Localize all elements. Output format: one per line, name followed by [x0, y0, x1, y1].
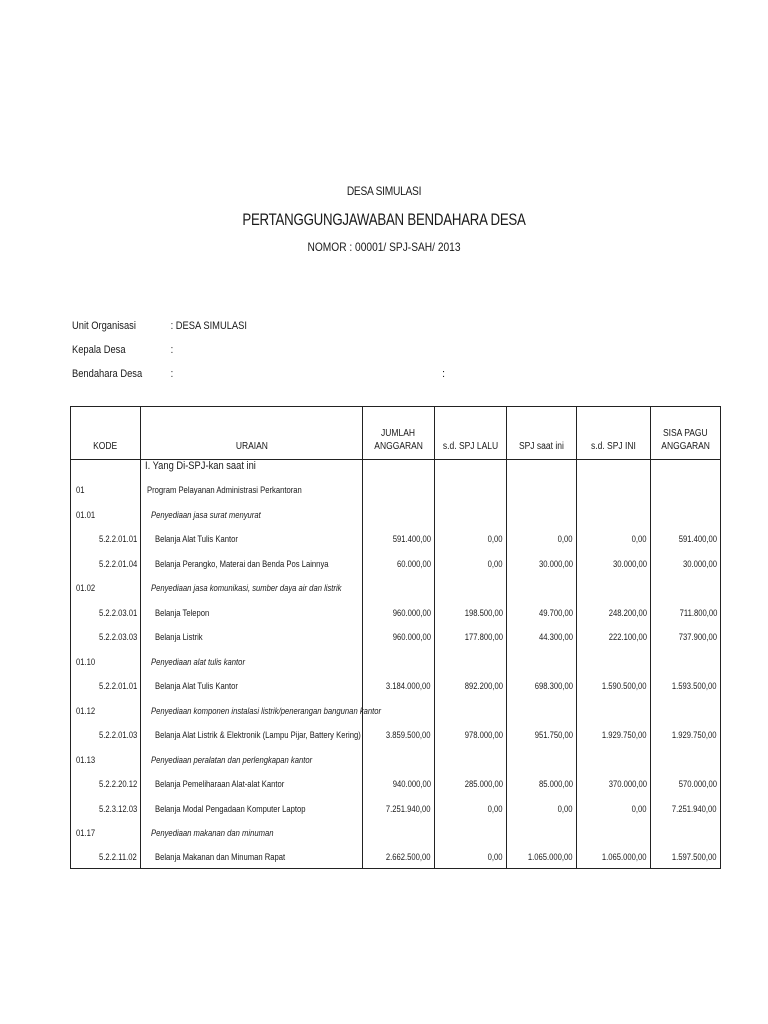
cell-sisa-pagu: 737.900,00 [651, 625, 721, 650]
cell-sd-spj-lalu: 0,00 [435, 527, 507, 552]
cell-sisa-pagu [651, 821, 721, 846]
table-row [71, 503, 721, 528]
cell-kode: 01.13 [71, 748, 141, 773]
cell-sisa-pagu: 30.000,00 [651, 552, 721, 577]
cell-jumlah-anggaran: 960.000,00 [363, 625, 435, 650]
cell-kode: 5.2.2.01.01 [71, 674, 141, 699]
col-kode-header: KODE [71, 407, 141, 460]
cell-sisa-pagu: 570.000,00 [651, 772, 721, 797]
cell-spj-saat-ini: 951.750,00 [507, 723, 577, 748]
document-title: PERTANGGUNGJAWABAN BENDAHARA DESA [242, 210, 526, 229]
cell-sd-spj-lalu: 0,00 [435, 552, 507, 577]
cell-kode: 01.17 [71, 821, 141, 846]
table-row [71, 576, 721, 601]
cell-sd-spj-lalu [435, 503, 507, 528]
table-row [71, 650, 721, 675]
cell-spj-saat-ini [507, 503, 577, 528]
cell-uraian: Belanja Alat Tulis Kantor [141, 527, 363, 552]
table-row [71, 797, 721, 822]
col-jumlah-header: JUMLAH ANGGARAN [363, 407, 435, 460]
table-row [71, 846, 721, 869]
cell-uraian: Penyediaan alat tulis kantor [141, 650, 363, 675]
cell-sisa-pagu: 1.597.500,00 [651, 846, 721, 869]
cell-sd-spj-ini: 1.929.750,00 [577, 723, 651, 748]
cell-sd-spj-lalu [435, 821, 507, 846]
col-sd-lalu-header: s.d. SPJ LALU [435, 407, 507, 460]
cell-kode: 01.12 [71, 699, 141, 724]
cell-kode: 01.02 [71, 576, 141, 601]
cell-sd-spj-lalu [435, 650, 507, 675]
table-row [71, 601, 721, 626]
info-label: Bendahara Desa [72, 368, 143, 380]
cell-jumlah-anggaran [363, 503, 435, 528]
cell-sisa-pagu [651, 503, 721, 528]
cell-jumlah-anggaran: 60.000,00 [363, 552, 435, 577]
cell-spj-saat-ini [507, 821, 577, 846]
table-row [71, 821, 721, 846]
cell-spj-saat-ini [507, 650, 577, 675]
cell-sd-spj-lalu: 0,00 [435, 846, 507, 869]
cell-spj-saat-ini [507, 699, 577, 724]
cell-jumlah-anggaran [363, 748, 435, 773]
cell-sd-spj-ini: 248.200,00 [577, 601, 651, 626]
cell-jumlah-anggaran [363, 576, 435, 601]
cell-jumlah-anggaran: 960.000,00 [363, 601, 435, 626]
cell-sisa-pagu: 1.929.750,00 [651, 723, 721, 748]
cell-spj-saat-ini: 30.000,00 [507, 552, 577, 577]
cell-sd-spj-ini: 370.000,00 [577, 772, 651, 797]
cell-spj-saat-ini: 1.065.000,00 [507, 846, 577, 869]
cell-uraian: Belanja Alat Listrik & Elektronik (Lampu Pijar, Battery Kering) [141, 723, 363, 748]
spj-table [70, 406, 721, 869]
cell-spj-saat-ini: 44.300,00 [507, 625, 577, 650]
cell-spj-saat-ini [507, 748, 577, 773]
cell-sisa-pagu [651, 478, 721, 503]
cell-sd-spj-lalu: 285.000,00 [435, 772, 507, 797]
cell-sisa-pagu [651, 699, 721, 724]
info-extra-colon: : [442, 368, 446, 380]
cell-kode: 5.2.2.20.12 [71, 772, 141, 797]
table-row [71, 674, 721, 699]
cell-sisa-pagu: 711.800,00 [651, 601, 721, 626]
cell-kode: 01.10 [71, 650, 141, 675]
cell-spj-saat-ini: 85.000,00 [507, 772, 577, 797]
cell-kode: 5.2.2.11.02 [71, 846, 141, 869]
info-value: : [170, 368, 174, 380]
cell-sd-spj-lalu: 892.200,00 [435, 674, 507, 699]
cell-sisa-pagu: 591.400,00 [651, 527, 721, 552]
col-sd-ini-header: s.d. SPJ INI [577, 407, 651, 460]
table-row [71, 625, 721, 650]
info-kepala-desa [72, 344, 173, 356]
cell-uraian: Penyediaan makanan dan minuman [141, 821, 363, 846]
col-uraian-header: URAIAN [141, 407, 363, 460]
cell-uraian: Belanja Modal Pengadaan Komputer Laptop [141, 797, 363, 822]
cell-spj-saat-ini: 698.300,00 [507, 674, 577, 699]
cell-sisa-pagu: 7.251.940,00 [651, 797, 721, 822]
cell-sd-spj-lalu [435, 478, 507, 503]
cell-uraian: Penyediaan jasa komunikasi, sumber daya air dan listrik [141, 576, 363, 601]
section-row [71, 460, 721, 479]
cell-uraian: Belanja Pemeliharaan Alat-alat Kantor [141, 772, 363, 797]
cell-kode: 5.2.3.12.03 [71, 797, 141, 822]
cell-jumlah-anggaran: 591.400,00 [363, 527, 435, 552]
cell-sd-spj-ini: 0,00 [577, 797, 651, 822]
cell-sd-spj-ini [577, 748, 651, 773]
cell-kode: 5.2.2.01.03 [71, 723, 141, 748]
table-row [71, 723, 721, 748]
cell-kode: 5.2.2.03.03 [71, 625, 141, 650]
section-title: I. Yang Di-SPJ-kan saat ini [141, 460, 363, 479]
col-sisa-header: SISA PAGU ANGGARAN [651, 407, 721, 460]
document-number: NOMOR : 00001/ SPJ-SAH/ 2013 [307, 240, 461, 254]
table-row [71, 527, 721, 552]
cell-sd-spj-lalu: 0,00 [435, 797, 507, 822]
cell-uraian: Program Pelayanan Administrasi Perkantoran [141, 478, 363, 503]
cell-sd-spj-lalu [435, 576, 507, 601]
cell-kode: 5.2.2.01.01 [71, 527, 141, 552]
cell-uraian: Belanja Telepon [141, 601, 363, 626]
info-value: : DESA SIMULASI [170, 320, 247, 332]
table-row [71, 699, 721, 724]
table-header-row [71, 407, 721, 460]
cell-sd-spj-ini: 1.590.500,00 [577, 674, 651, 699]
cell-sd-spj-ini [577, 821, 651, 846]
cell-jumlah-anggaran: 940.000,00 [363, 772, 435, 797]
cell-sd-spj-lalu [435, 748, 507, 773]
cell-spj-saat-ini: 49.700,00 [507, 601, 577, 626]
cell-sd-spj-ini [577, 503, 651, 528]
cell-sisa-pagu [651, 748, 721, 773]
organization-name: DESA SIMULASI [346, 184, 422, 198]
info-unit-organisasi [72, 320, 247, 332]
cell-jumlah-anggaran: 2.662.500,00 [363, 846, 435, 869]
cell-sisa-pagu [651, 576, 721, 601]
cell-jumlah-anggaran [363, 821, 435, 846]
cell-sd-spj-lalu: 177.800,00 [435, 625, 507, 650]
cell-jumlah-anggaran [363, 650, 435, 675]
cell-spj-saat-ini: 0,00 [507, 527, 577, 552]
cell-sd-spj-lalu: 198.500,00 [435, 601, 507, 626]
cell-sisa-pagu [651, 650, 721, 675]
cell-sisa-pagu: 1.593.500,00 [651, 674, 721, 699]
cell-kode: 01 [71, 478, 141, 503]
info-value: : [170, 344, 174, 356]
info-label: Unit Organisasi [72, 320, 136, 332]
cell-uraian: Penyediaan peralatan dan perlengkapan kantor [141, 748, 363, 773]
table-row [71, 552, 721, 577]
cell-spj-saat-ini [507, 478, 577, 503]
cell-uraian: Penyediaan jasa surat menyurat [141, 503, 363, 528]
cell-jumlah-anggaran: 3.184.000,00 [363, 674, 435, 699]
cell-sd-spj-lalu [435, 699, 507, 724]
info-bendahara-desa [72, 368, 173, 380]
cell-spj-saat-ini [507, 576, 577, 601]
cell-kode: 5.2.2.03.01 [71, 601, 141, 626]
cell-sd-spj-ini: 0,00 [577, 527, 651, 552]
cell-sd-spj-ini [577, 699, 651, 724]
cell-sd-spj-ini [577, 478, 651, 503]
cell-uraian: Belanja Listrik [141, 625, 363, 650]
table-row [71, 772, 721, 797]
cell-sd-spj-ini [577, 650, 651, 675]
col-saat-ini-header: SPJ saat ini [507, 407, 577, 460]
cell-jumlah-anggaran: 3.859.500,00 [363, 723, 435, 748]
cell-uraian: Penyediaan komponen instalasi listrik/penerangan bangunan kantor [141, 699, 363, 724]
cell-spj-saat-ini: 0,00 [507, 797, 577, 822]
cell-jumlah-anggaran [363, 478, 435, 503]
info-label: Kepala Desa [72, 344, 126, 356]
cell-uraian: Belanja Perangko, Materai dan Benda Pos Lainnya [141, 552, 363, 577]
table-row [71, 748, 721, 773]
cell-uraian: Belanja Makanan dan Minuman Rapat [141, 846, 363, 869]
cell-uraian: Belanja Alat Tulis Kantor [141, 674, 363, 699]
cell-kode: 01.01 [71, 503, 141, 528]
cell-jumlah-anggaran: 7.251.940,00 [363, 797, 435, 822]
cell-kode: 5.2.2.01.04 [71, 552, 141, 577]
cell-sd-spj-ini: 222.100,00 [577, 625, 651, 650]
table-row [71, 478, 721, 503]
cell-sd-spj-ini: 30.000,00 [577, 552, 651, 577]
cell-sd-spj-ini: 1.065.000,00 [577, 846, 651, 869]
cell-sd-spj-lalu: 978.000,00 [435, 723, 507, 748]
cell-sd-spj-ini [577, 576, 651, 601]
